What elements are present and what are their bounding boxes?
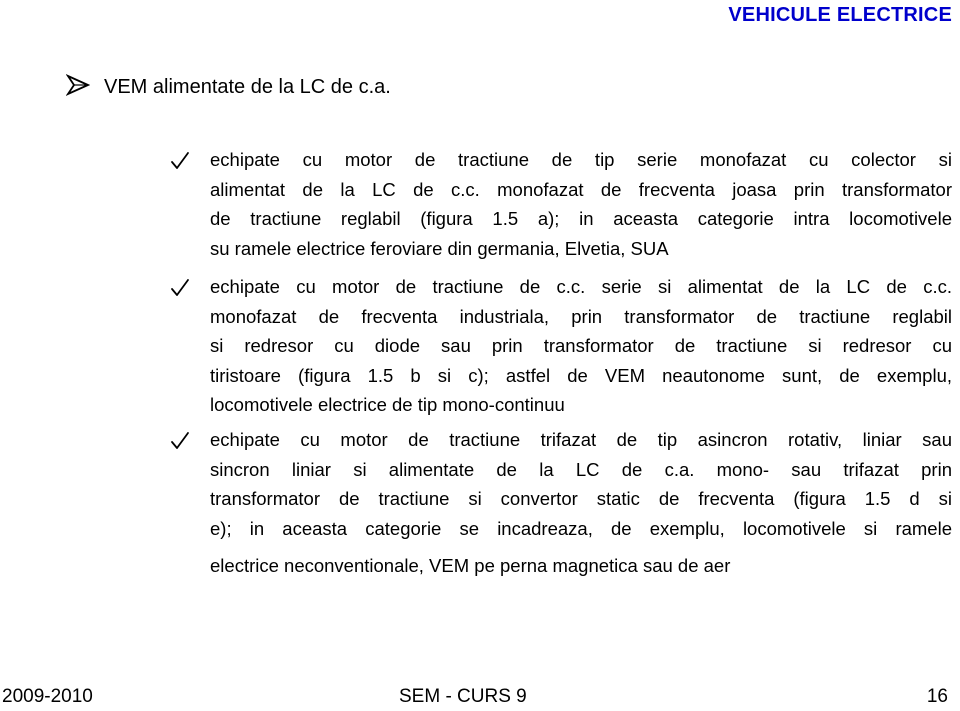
section-heading — [66, 74, 391, 100]
bullet-item — [170, 145, 960, 263]
text-line: sincron liniar si alimentate de la LC de c.a. mono- sau trifazat prin — [210, 458, 952, 480]
footer-page-number: 16 — [926, 686, 948, 707]
footer-year: 2009-2010 — [2, 686, 93, 707]
section-heading-text: VEM alimentate de la LC de c.a. — [104, 75, 391, 98]
slide-header-title: VEHICULE ELECTRICE — [728, 4, 952, 26]
text-line: tiristoare (figura 1.5 b si c); astfel de VEM neautonome sunt, de exemplu, — [210, 364, 952, 386]
checkmark-icon — [170, 151, 210, 171]
text-line: monofazat de frecventa industriala, prin transformator de tractiune reglabil — [210, 305, 952, 327]
text-line: transformator de tractiune si convertor static de frecventa (figura 1.5 d si — [210, 488, 952, 509]
bullet-text — [210, 272, 952, 420]
text-line: echipate cu motor de tractiune de tip serie monofazat cu colector si — [210, 149, 952, 170]
text-line: de tractiune reglabil (figura 1.5 a); in aceasta categorie intra locomotivele — [210, 208, 952, 229]
bullet-item — [170, 425, 960, 581]
arrow-bullet-icon — [66, 74, 92, 100]
bullet-item — [170, 272, 960, 420]
text-line: su ramele electrice feroviare din germania, Elvetia, SUA — [210, 237, 669, 259]
footer-course: SEM - CURS 9 — [399, 686, 527, 707]
text-line: si redresor cu diode sau prin transformator de tractiune si redresor cu — [210, 335, 952, 356]
checkmark-icon — [170, 431, 210, 451]
text-line: electrice neconventionale, VEM pe perna magnetica sau de aer — [210, 555, 731, 576]
text-line: alimentat de la LC de c.c. monofazat de frecventa joasa prin transformator — [210, 178, 952, 200]
text-line: echipate cu motor de tractiune de c.c. serie si alimentat de la LC de c.c. — [210, 276, 952, 297]
checkmark-icon — [170, 278, 210, 298]
text-line: e); in aceasta categorie se incadreaza, de exemplu, locomotivele si ramele — [210, 517, 952, 539]
bullet-text — [210, 425, 952, 581]
text-line: echipate cu motor de tractiune trifazat de tip asincron rotativ, liniar sau — [210, 429, 952, 450]
text-line: locomotivele electrice de tip mono-continuu — [210, 394, 565, 415]
bullet-text — [210, 145, 952, 263]
